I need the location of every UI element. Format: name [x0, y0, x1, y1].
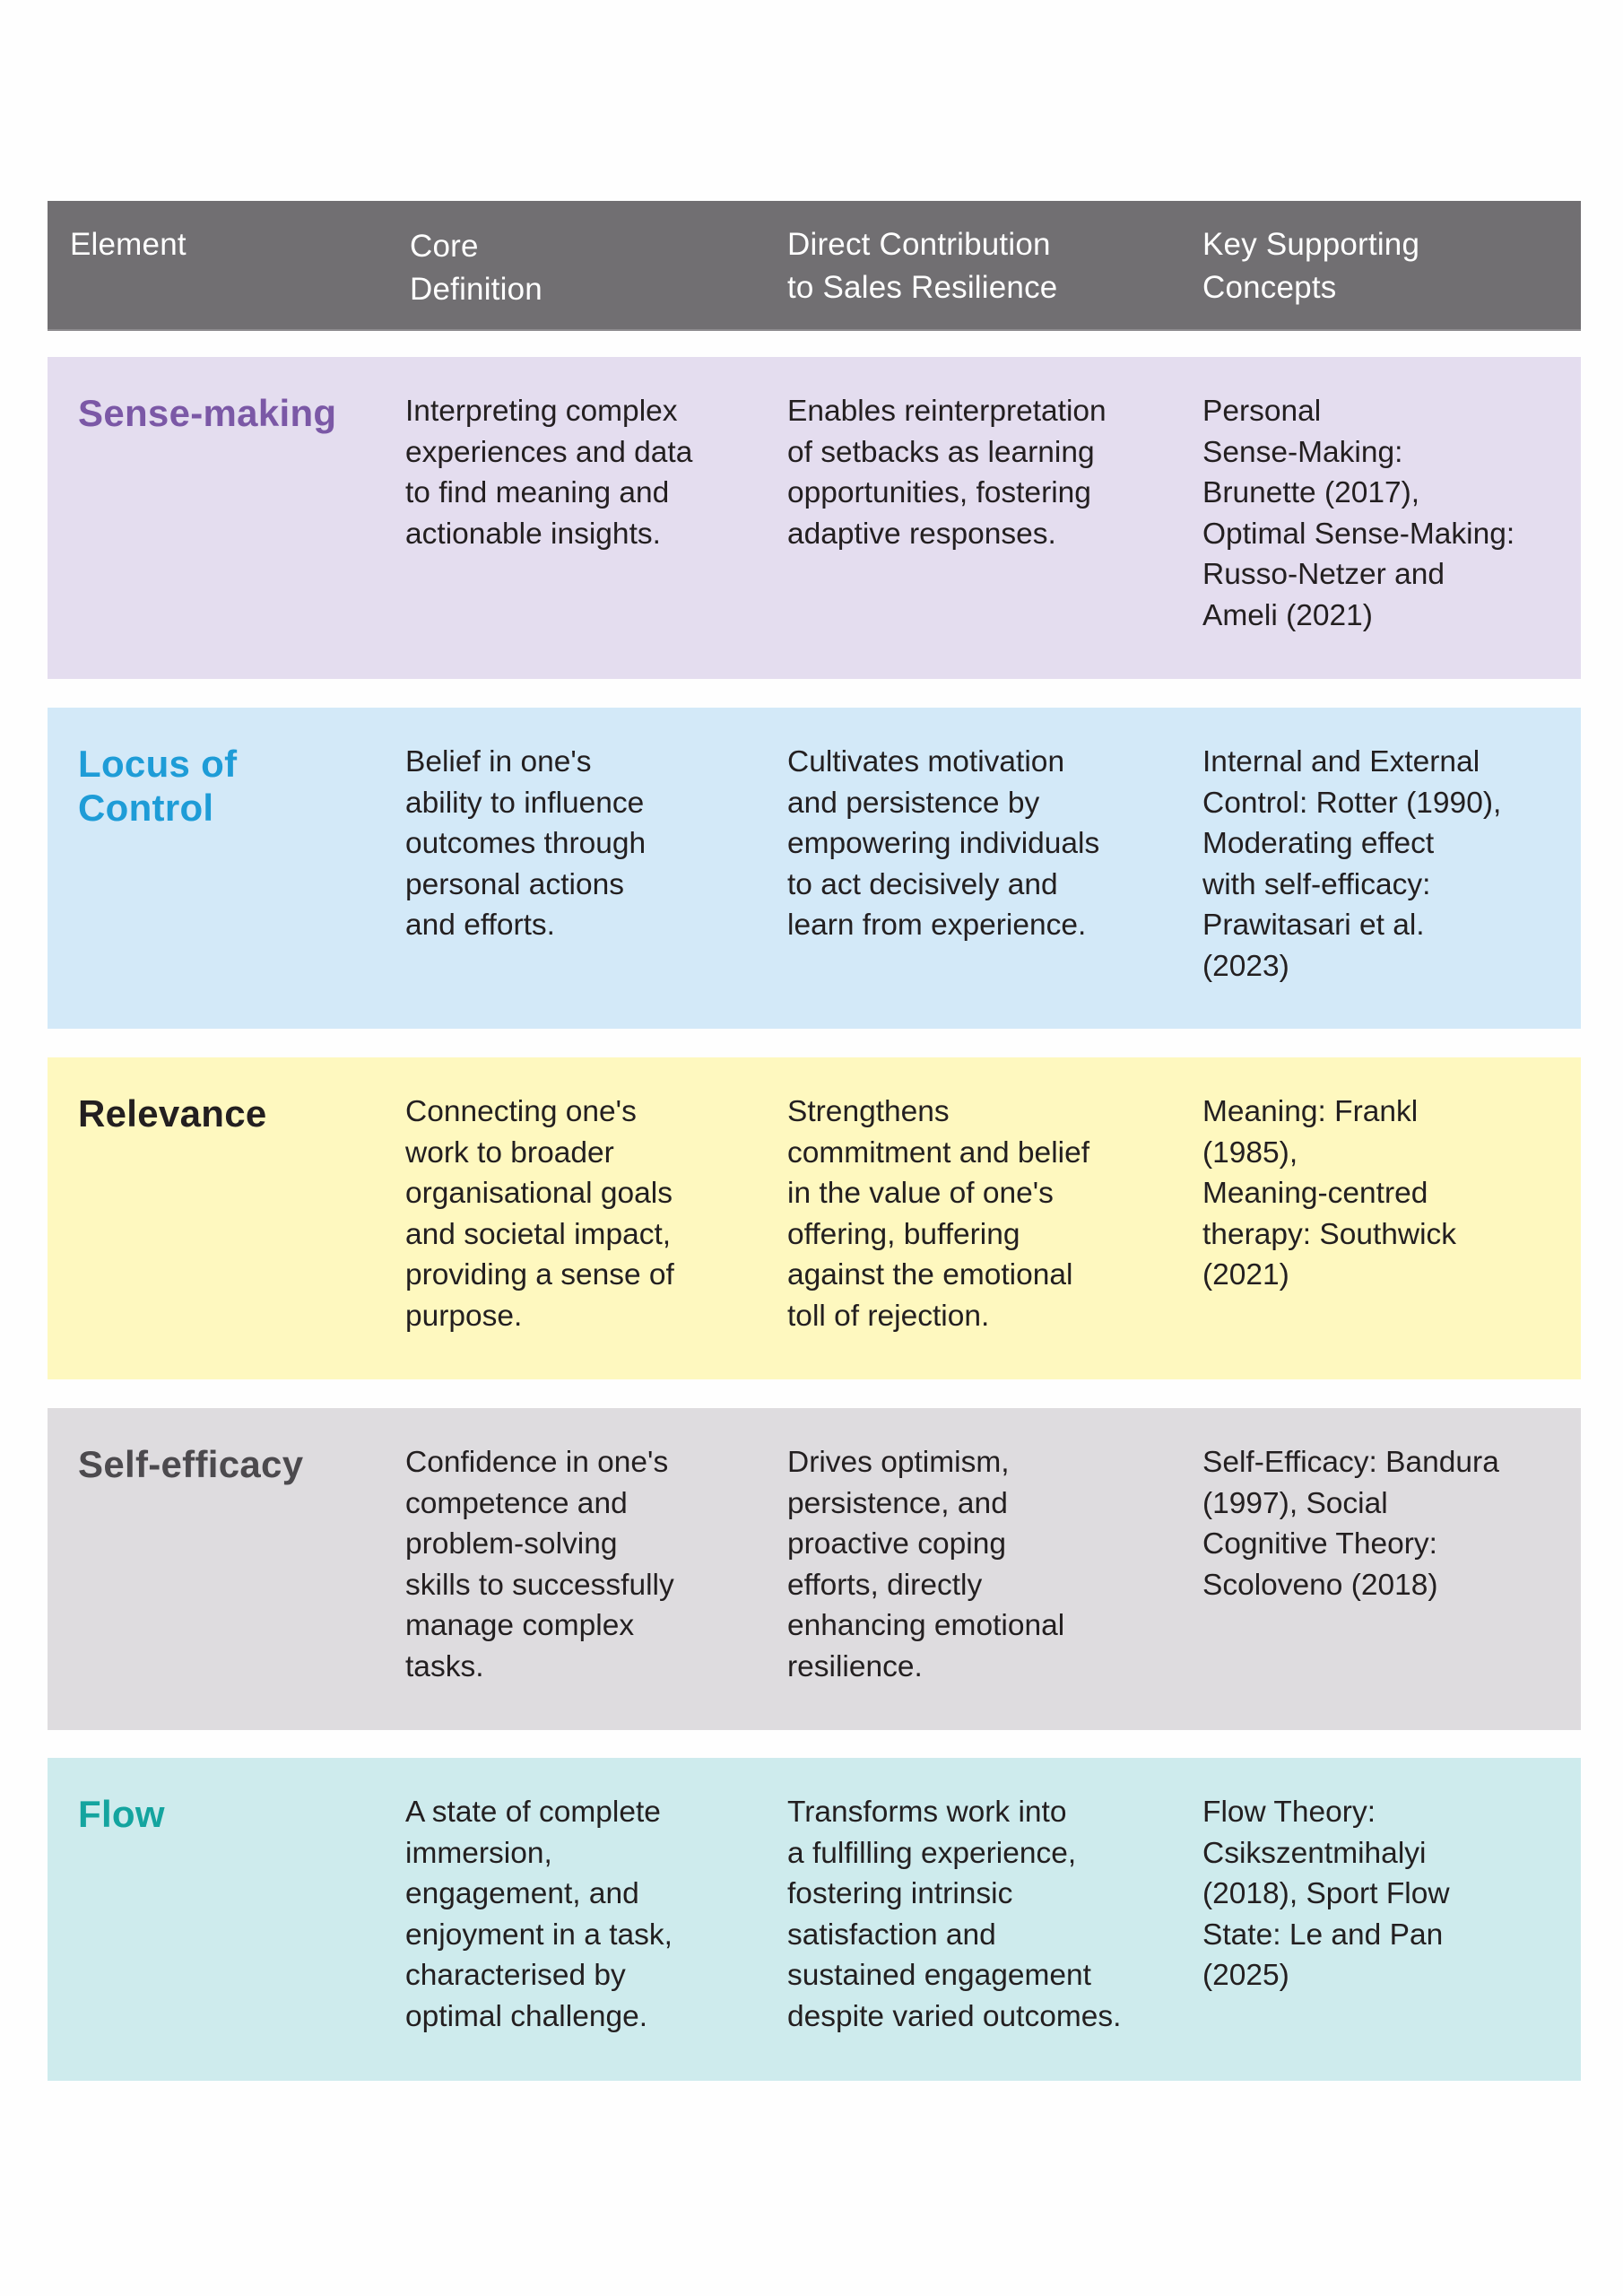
core-definition: Connecting one's work to broader organisational goals and societal impact, providing a sense of purpose. [405, 1095, 674, 1333]
core-definition: Belief in one's ability to influence outcomes through personal actions and efforts. [405, 745, 647, 942]
key-concepts: Meaning: Frankl (1985), Meaning-centred therapy: Southwick (2021) [1202, 1095, 1457, 1292]
table-row-relevance [48, 1057, 1581, 1379]
core-definition: A state of complete immersion, engagement, and enjoyment in a task, characterised by optimal challenge. [405, 1796, 673, 2033]
element-title: Locus of Control [78, 743, 238, 829]
table-row-sense-making [48, 357, 1581, 679]
header-core-definition: Core Definition [410, 229, 542, 307]
direct-contribution: Transforms work into a fulfilling experience, fostering intrinsic satisfaction and sustained engagement despite varied outcomes. [787, 1796, 1122, 2033]
header-direct-contribution: Direct Contribution to Sales Resilience [787, 227, 1058, 305]
element-title: Relevance [78, 1092, 267, 1135]
header-key-concepts: Key Supporting Concepts [1202, 227, 1420, 305]
table-row-self-efficacy [48, 1408, 1581, 1730]
table-row-locus-of-control [48, 708, 1581, 1029]
core-definition: Confidence in one's competence and problem-solving skills to successfully manage complex tasks. [405, 1446, 674, 1683]
key-concepts: Flow Theory: Csikszentmihalyi (2018), Sport Flow State: Le and Pan (2025) [1202, 1796, 1450, 1992]
element-title: Self-efficacy [78, 1443, 304, 1485]
direct-contribution: Cultivates motivation and persistence by empowering individuals to act decisively and learn from experience. [787, 745, 1100, 942]
key-concepts: Internal and External Control: Rotter (1990), Moderating effect with self-efficacy: Prawitasari et al. (2023) [1202, 745, 1502, 983]
key-concepts: Self-Efficacy: Bandura (1997), Social Cognitive Theory: Scoloveno (2018) [1202, 1446, 1499, 1602]
table-header [48, 201, 1581, 331]
element-title: Sense-making [78, 392, 337, 434]
key-concepts: Personal Sense-Making: Brunette (2017), Optimal Sense-Making: Russo-Netzer and Ameli (2021) [1202, 395, 1515, 632]
direct-contribution: Drives optimism, persistence, and proactive coping efforts, directly enhancing emotional resilience. [787, 1446, 1065, 1683]
direct-contribution: Strengthens commitment and belief in the value of one's offering, buffering against the emotional toll of rejection. [787, 1095, 1090, 1333]
header-element: Element [70, 227, 187, 262]
resilience-elements-table [48, 201, 1581, 2033]
core-definition: Interpreting complex experiences and data to find meaning and actionable insights. [405, 395, 693, 551]
direct-contribution: Enables reinterpretation of setbacks as learning opportunities, fostering adaptive responses. [787, 395, 1107, 551]
element-title: Flow [78, 1793, 165, 1835]
table-row-flow [48, 1758, 1581, 2081]
